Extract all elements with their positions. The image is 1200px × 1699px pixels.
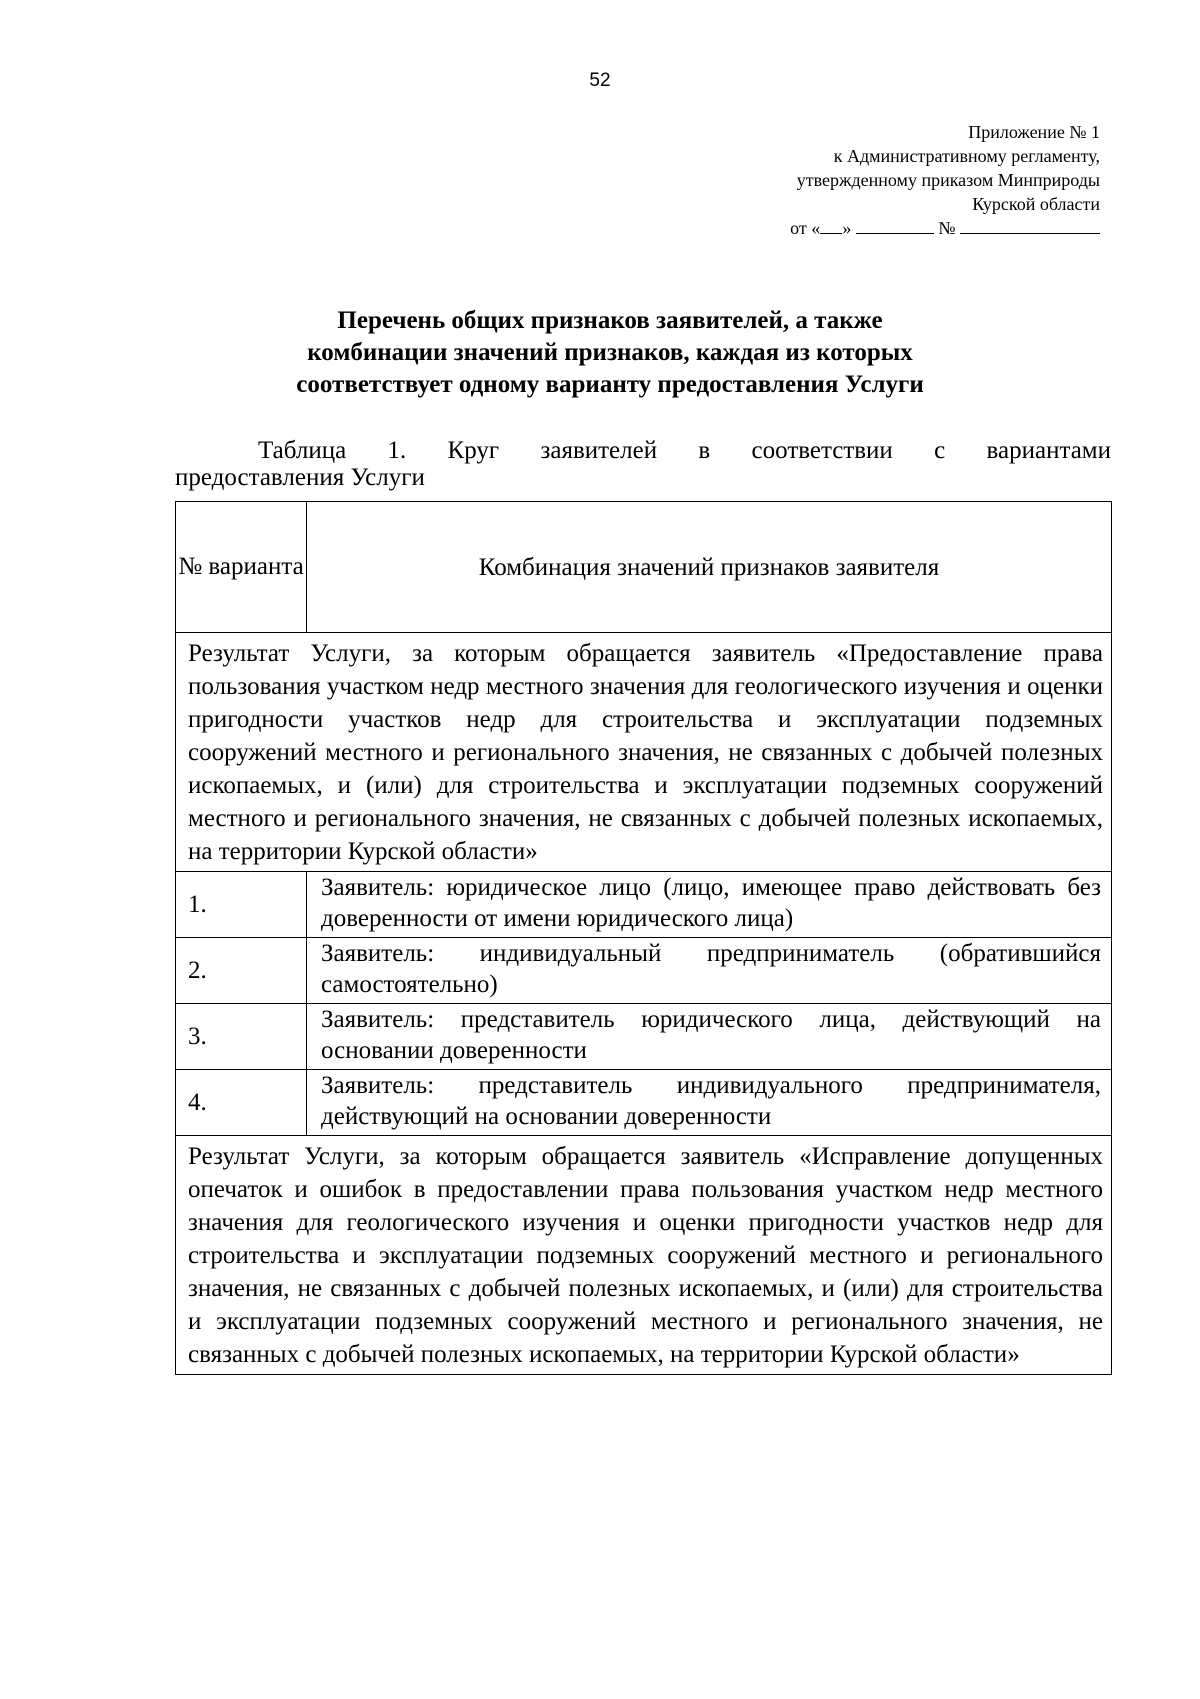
header-variant-number: № варианта [176, 502, 307, 633]
table-caption [175, 437, 1111, 491]
appendix-line-4: Курской области [972, 194, 1100, 214]
variant-number: 1. [176, 872, 307, 938]
caption-line-2: предоставления Услуги [175, 464, 425, 491]
date-month-blank [856, 217, 934, 234]
result-2-text: Результат Услуги, за которым обращается заявитель «Исправление допущенных опечаток и ошибок в предоставлении права пользования участком недр местного значения для геологического изучения и оценки пригодности участков недр для строительства и эксплуатации подземных сооружений местного и регионального значения, не связанных с добычей полезных ископаемых, и (или) для строительства и эксплуатации подземных сооружений местного и регионального значения, не связанных с добычей полезных ископаемых, на территории Курской области» [176, 1136, 1112, 1375]
table-row [176, 872, 1112, 938]
appendix-date-line [580, 216, 1100, 240]
variant-description: Заявитель: индивидуальный предприниматель (обратившийся самостоятельно) [307, 938, 1112, 1004]
number-sign: № [938, 218, 956, 238]
document-title [170, 305, 1050, 401]
result-row-1 [176, 633, 1112, 872]
table-row [176, 938, 1112, 1004]
table-row [176, 1070, 1112, 1136]
variant-number: 2. [176, 938, 307, 1004]
appendix-line-3: утвержденному приказом Минприроды [796, 170, 1100, 190]
caption-line-1: Таблица 1. Круг заявителей в соответствии с вариантами [258, 437, 1111, 464]
variant-number: 4. [176, 1070, 307, 1136]
title-line-2: комбинации значений признаков, каждая из которых [307, 339, 913, 366]
result-1-text: Результат Услуги, за которым обращается заявитель «Предоставление права пользования участком недр местного значения для геологического изучения и оценки пригодности участков недр для строительства и эксплуатации подземных сооружений местного и регионального значения, не связанных с добычей полезных ископаемых, и (или) для строительства и эксплуатации подземных сооружений местного и регионального значения, не связанных с добычей полезных ископаемых, на территории Курской области» [176, 633, 1112, 872]
date-day-blank [820, 217, 842, 234]
title-line-1: Перечень общих признаков заявителей, а также [337, 307, 883, 334]
appendix-line-1: Приложение № 1 [968, 122, 1100, 142]
number-blank [960, 217, 1100, 234]
date-prefix: от « [790, 218, 821, 238]
date-mid: » [842, 218, 852, 238]
applicants-table [175, 501, 1112, 1375]
variant-number: 3. [176, 1004, 307, 1070]
table-header-row [176, 502, 1112, 633]
variant-description: Заявитель: представитель юридического лица, действующий на основании доверенности [307, 1004, 1112, 1070]
table-row [176, 1004, 1112, 1070]
title-line-3: соответствует одному варианту предоставления Услуги [296, 371, 924, 398]
header-combination: Комбинация значений признаков заявителя [307, 502, 1112, 633]
page-number: 52 [589, 70, 611, 91]
variant-description: Заявитель: юридическое лицо (лицо, имеющее право действовать без доверенности от имени юридического лица) [307, 872, 1112, 938]
result-row-2 [176, 1136, 1112, 1375]
variant-description: Заявитель: представитель индивидуального предпринимателя, действующий на основании доверенности [307, 1070, 1112, 1136]
appendix-header [580, 120, 1100, 240]
appendix-line-2: к Административному регламенту, [833, 146, 1100, 166]
